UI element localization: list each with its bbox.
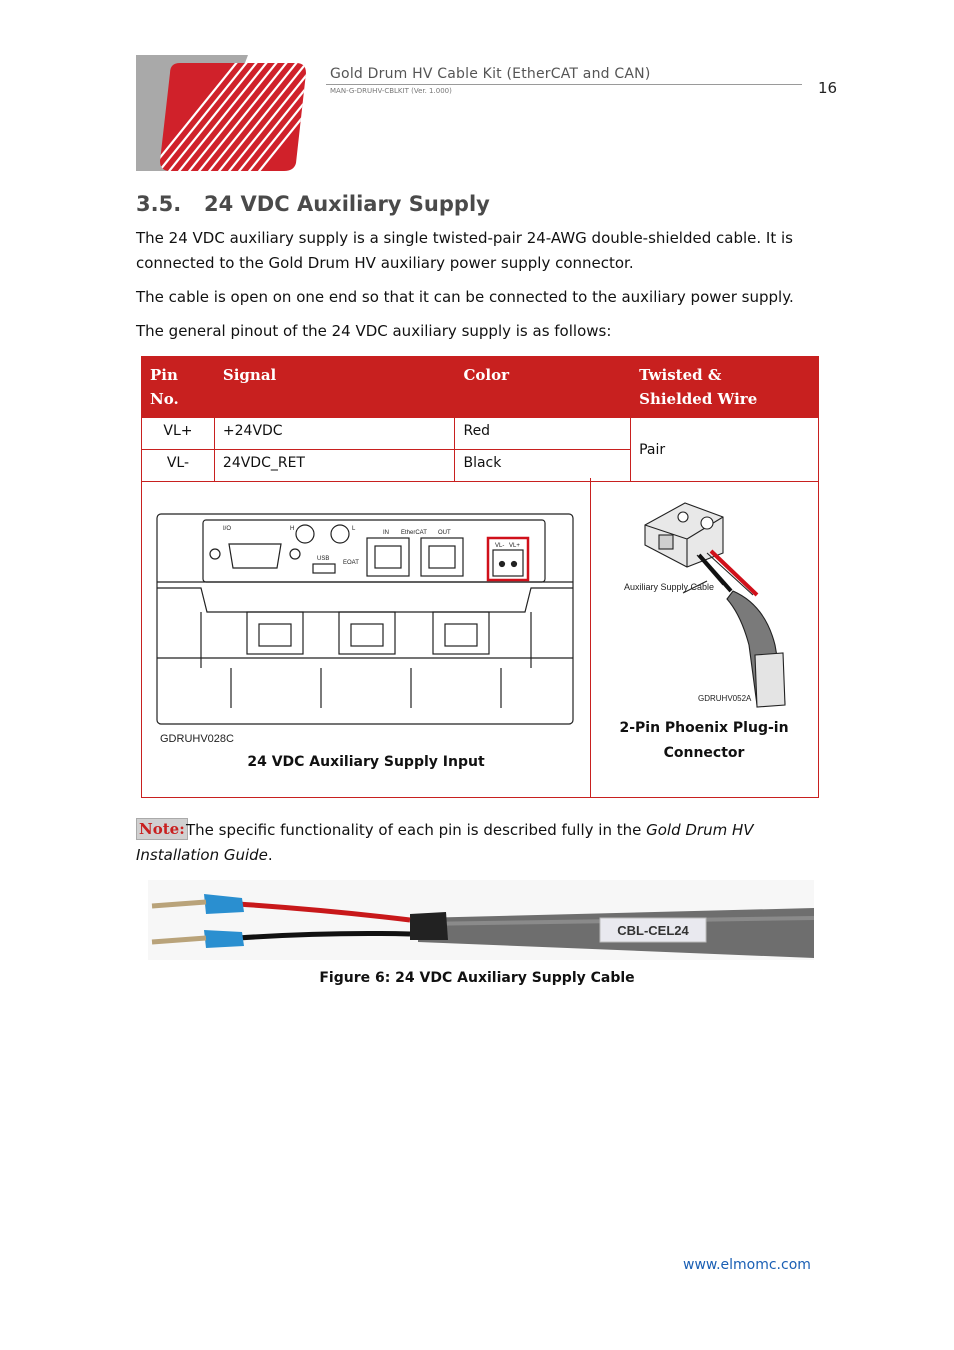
cell-signal: +24VDC (214, 418, 455, 450)
header-title: Gold Drum HV Cable Kit (EtherCAT and CAN) (330, 66, 651, 82)
table-header-row (142, 357, 819, 418)
note-text (136, 818, 826, 868)
page-number: 16 (818, 79, 838, 97)
footer-link[interactable]: www.elmomc.com (683, 1257, 811, 1273)
elmo-logo (136, 55, 322, 171)
panel-label: EOAT (343, 560, 359, 566)
figure-divider (590, 478, 591, 798)
section-title: 24 VDC Auxiliary Supply (204, 192, 490, 216)
cell-color: Red (455, 418, 631, 450)
header-rule (326, 84, 802, 85)
panel-label: VL- (495, 543, 505, 549)
header-color: Color (455, 357, 631, 418)
note-text-before: The specific functionality of each pin is described fully in the (186, 821, 647, 839)
cell-signal: 24VDC_RET (214, 450, 455, 482)
panel-label: L (352, 526, 356, 532)
cell-color: Black (455, 450, 631, 482)
right-figure-caption: 2-Pin Phoenix Plug-in Connector (619, 720, 789, 761)
panel-label: USB (317, 556, 330, 562)
paragraph-3: The general pinout of the 24 VDC auxiliary supply is as follows: (136, 322, 612, 340)
section-heading (136, 192, 490, 216)
connector-callout: Auxiliary Supply Cable (624, 582, 715, 592)
paragraph-2: The cable is open on one end so that it can be connected to the auxiliary power supply. (136, 288, 794, 306)
paragraph-1: The 24 VDC auxiliary supply is a single twisted-pair 24-AWG double-shielded cable. It is connected to the Gold Drum HV auxiliary power supply connector. (136, 229, 793, 272)
panel-label: I/O (223, 526, 232, 532)
pinout-table (141, 356, 819, 482)
figure-caption: Figure 6: 24 VDC Auxiliary Supply Cable (319, 970, 635, 986)
header-pin: Pin No. (142, 357, 215, 418)
panel-label: IN (383, 530, 389, 536)
cell-pin: VL- (142, 450, 215, 482)
table-row (142, 418, 819, 450)
cable-photo (148, 880, 814, 960)
drive-panel-drawing (155, 508, 577, 728)
cell-wire: Pair (631, 418, 819, 482)
note-guide-title: Gold Drum HV Installation Guide (136, 821, 754, 864)
panel-label: VL+ (509, 543, 520, 549)
cell-pin: VL+ (142, 418, 215, 450)
panel-label: EtherCAT (401, 530, 427, 536)
cable-label: CBL-CEL24 (617, 923, 689, 938)
left-figure-code: GDRUHV028C (160, 733, 234, 745)
right-figure-code: GDRUHV052A (698, 694, 752, 703)
panel-label: H (290, 526, 295, 532)
note-label: Note: (136, 818, 188, 840)
header-doc-id: MAN-G-DRUHV-CBLKIT (Ver. 1.000) (330, 87, 452, 95)
header-signal: Signal (214, 357, 455, 418)
header-wire: Twisted & Shielded Wire (631, 357, 819, 418)
section-number: 3.5. (136, 192, 182, 216)
panel-label: OUT (438, 530, 451, 536)
left-figure-caption: 24 VDC Auxiliary Supply Input (247, 754, 485, 770)
aux-input-highlight (488, 538, 528, 580)
phoenix-connector-drawing (615, 495, 795, 710)
note-text-after: . (267, 846, 273, 864)
